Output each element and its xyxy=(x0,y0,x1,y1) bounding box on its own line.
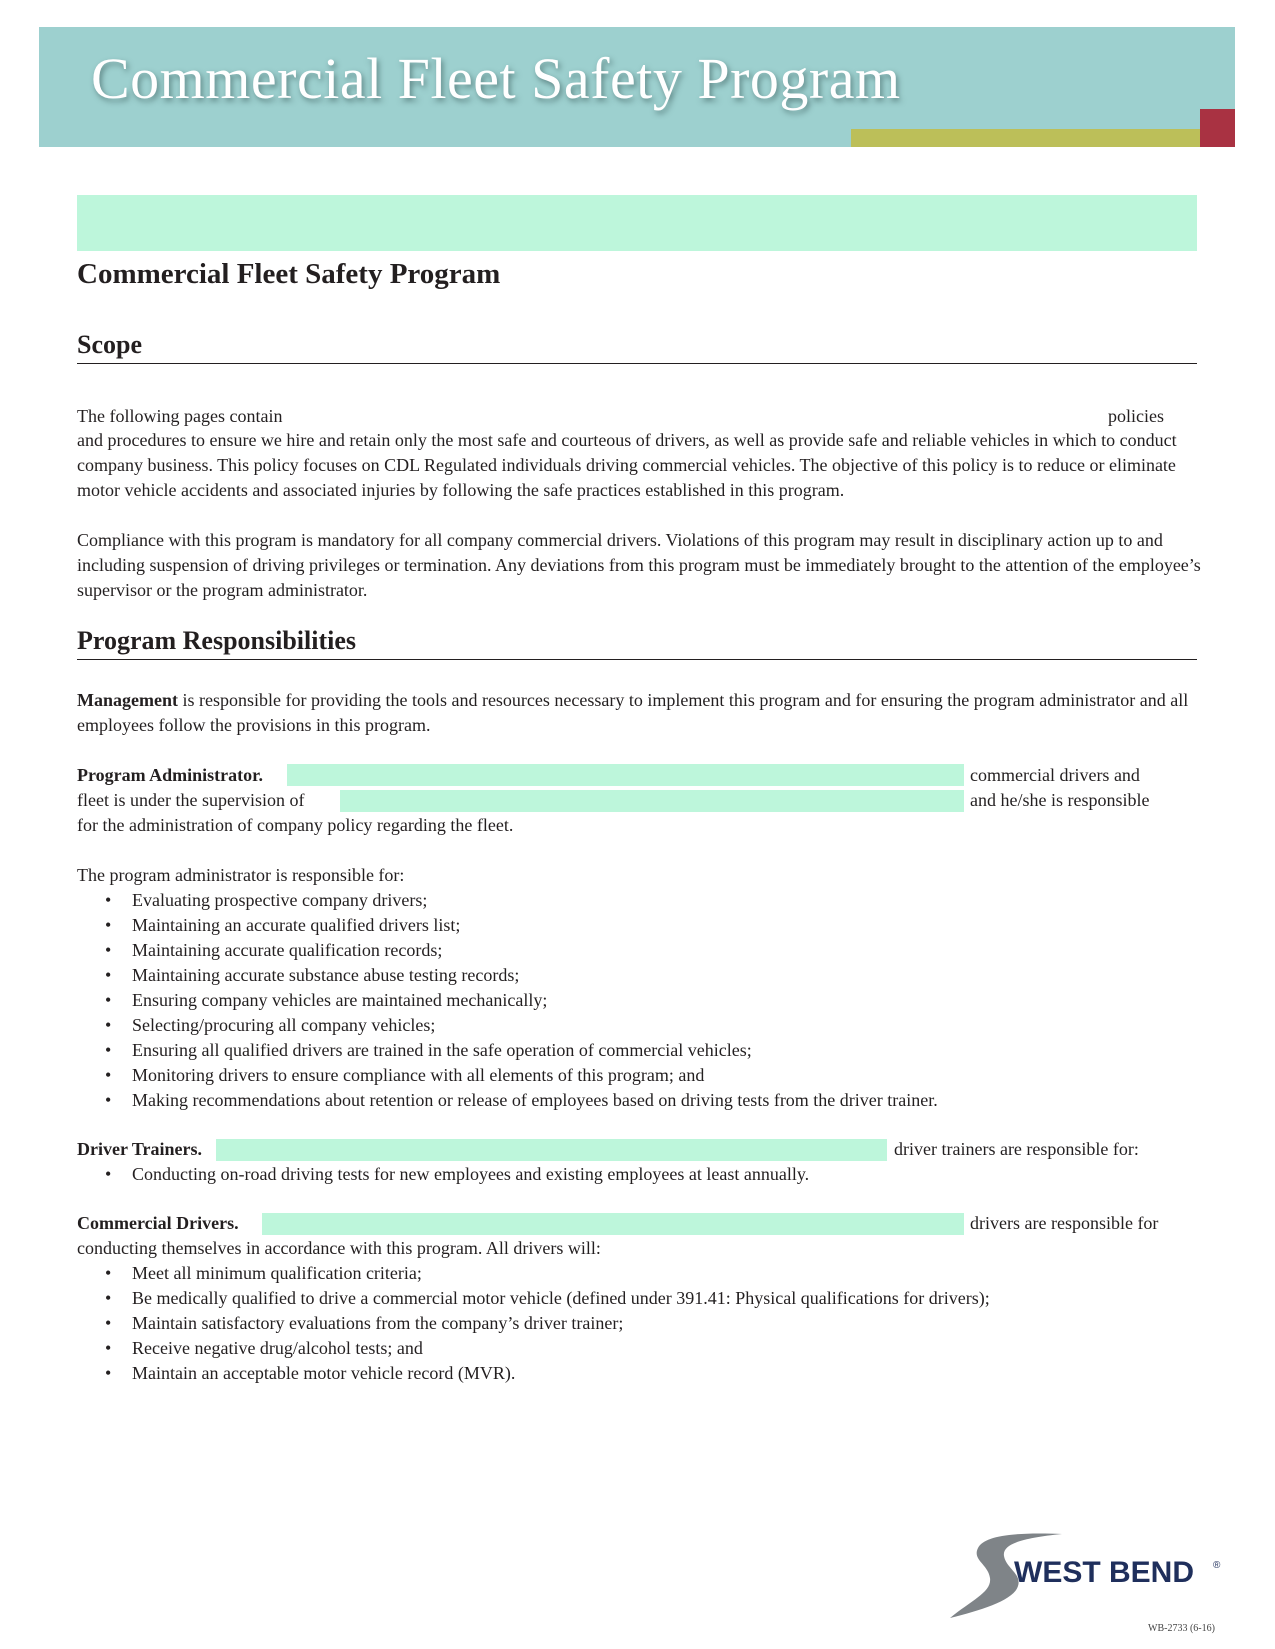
list-item: • Ensuring company vehicles are maintained mechanically; xyxy=(77,988,938,1013)
program-admin-name-field[interactable] xyxy=(340,790,964,812)
commercial-drivers-list xyxy=(77,1261,990,1386)
management-label: Management xyxy=(77,690,178,710)
logo-registered-mark: ® xyxy=(1213,1560,1221,1571)
scope-heading: Scope xyxy=(77,330,1197,364)
list-item: • Ensuring all qualified drivers are trained in the safe operation of commercial vehicles; xyxy=(77,1038,938,1063)
driver-trainers-field[interactable] xyxy=(216,1139,887,1161)
list-item: • Meet all minimum qualification criteria; xyxy=(77,1261,990,1286)
list-item: • Maintain an acceptable motor vehicle record (MVR). xyxy=(77,1361,990,1386)
program-admin-label: Program Administrator. xyxy=(77,765,263,785)
list-item: • Maintaining accurate qualification records; xyxy=(77,938,938,963)
program-admin-line1-end: commercial drivers and xyxy=(970,765,1140,785)
company-name-field[interactable] xyxy=(77,195,1197,251)
management-paragraph xyxy=(77,688,1202,738)
list-item: • Receive negative drug/alcohol tests; and xyxy=(77,1336,990,1361)
banner-accent-red xyxy=(1200,109,1235,147)
commercial-drivers-line2: conducting themselves in accordance with this program. All drivers will: xyxy=(77,1238,601,1258)
west-bend-logo xyxy=(942,1530,1242,1620)
list-item: • Maintain satisfactory evaluations from the company’s driver trainer; xyxy=(77,1311,990,1336)
list-item: • Be medically qualified to drive a commercial motor vehicle (defined under 391.41: Physical qualifications for drivers); xyxy=(77,1286,990,1311)
list-item: • Making recommendations about retention or release of employees based on driving tests from the driver trainer. xyxy=(77,1088,938,1113)
driver-trainers-line-end: driver trainers are responsible for: xyxy=(894,1139,1139,1159)
list-item: • Evaluating prospective company drivers; xyxy=(77,888,938,913)
program-admin-line2-start: fleet is under the supervision of xyxy=(77,790,305,810)
program-admin-line3: for the administration of company policy regarding the fleet. xyxy=(77,815,514,835)
banner-accent-olive xyxy=(851,129,1200,147)
header-banner xyxy=(39,27,1235,147)
program-admin-company-field[interactable] xyxy=(287,764,964,786)
responsibilities-heading: Program Responsibilities xyxy=(77,626,1197,660)
commercial-drivers-line-end: drivers are responsible for xyxy=(970,1213,1159,1233)
scope-p1-end: policies xyxy=(1108,406,1164,426)
list-item: • Conducting on-road driving tests for new employees and existing employees at least annually. xyxy=(77,1162,809,1187)
admin-responsibilities-list xyxy=(77,888,938,1113)
scope-p1-start: The following pages contain xyxy=(77,406,283,426)
management-text: is responsible for providing the tools and resources necessary to implement this program and for ensuring the program administrator and all employees follow the provisions in this program. xyxy=(77,690,1189,735)
list-item: • Maintaining an accurate qualified drivers list; xyxy=(77,913,938,938)
list-item: • Selecting/procuring all company vehicles; xyxy=(77,1013,938,1038)
logo-text: WEST BEND xyxy=(1014,1556,1194,1589)
commercial-drivers-label: Commercial Drivers. xyxy=(77,1213,239,1233)
scope-paragraph-1: and procedures to ensure we hire and retain only the most safe and courteous of drivers, as well as provide safe and reliable vehicles in which to conduct company business. This policy focuses on CDL Regulated individuals driving commercial vehicles. The objective of this policy is to reduce or eliminate motor vehicle accidents and associated injuries by following the safe practices established in this program. xyxy=(77,430,1177,500)
document-title: Commercial Fleet Safety Program xyxy=(77,258,501,290)
driver-trainers-label: Driver Trainers. xyxy=(77,1139,202,1159)
driver-trainers-list xyxy=(77,1162,809,1187)
form-code: WB-2733 (6-16) xyxy=(1148,1623,1215,1634)
admin-list-intro: The program administrator is responsible for: xyxy=(77,865,405,885)
program-admin-line2-end: and he/she is responsible xyxy=(970,790,1150,810)
scope-paragraph-2: Compliance with this program is mandatory for all company commercial drivers. Violations of this program may result in disciplinary action up to and including suspension of driving privileges or termination. Any deviations from this program must be immediately brought to the attention of the employee’s supervisor or the program administrator. xyxy=(77,530,1201,600)
commercial-drivers-field[interactable] xyxy=(262,1213,964,1235)
list-item: • Monitoring drivers to ensure compliance with all elements of this program; and xyxy=(77,1063,938,1088)
list-item: • Maintaining accurate substance abuse testing records; xyxy=(77,963,938,988)
banner-title: Commercial Fleet Safety Program xyxy=(91,46,901,111)
